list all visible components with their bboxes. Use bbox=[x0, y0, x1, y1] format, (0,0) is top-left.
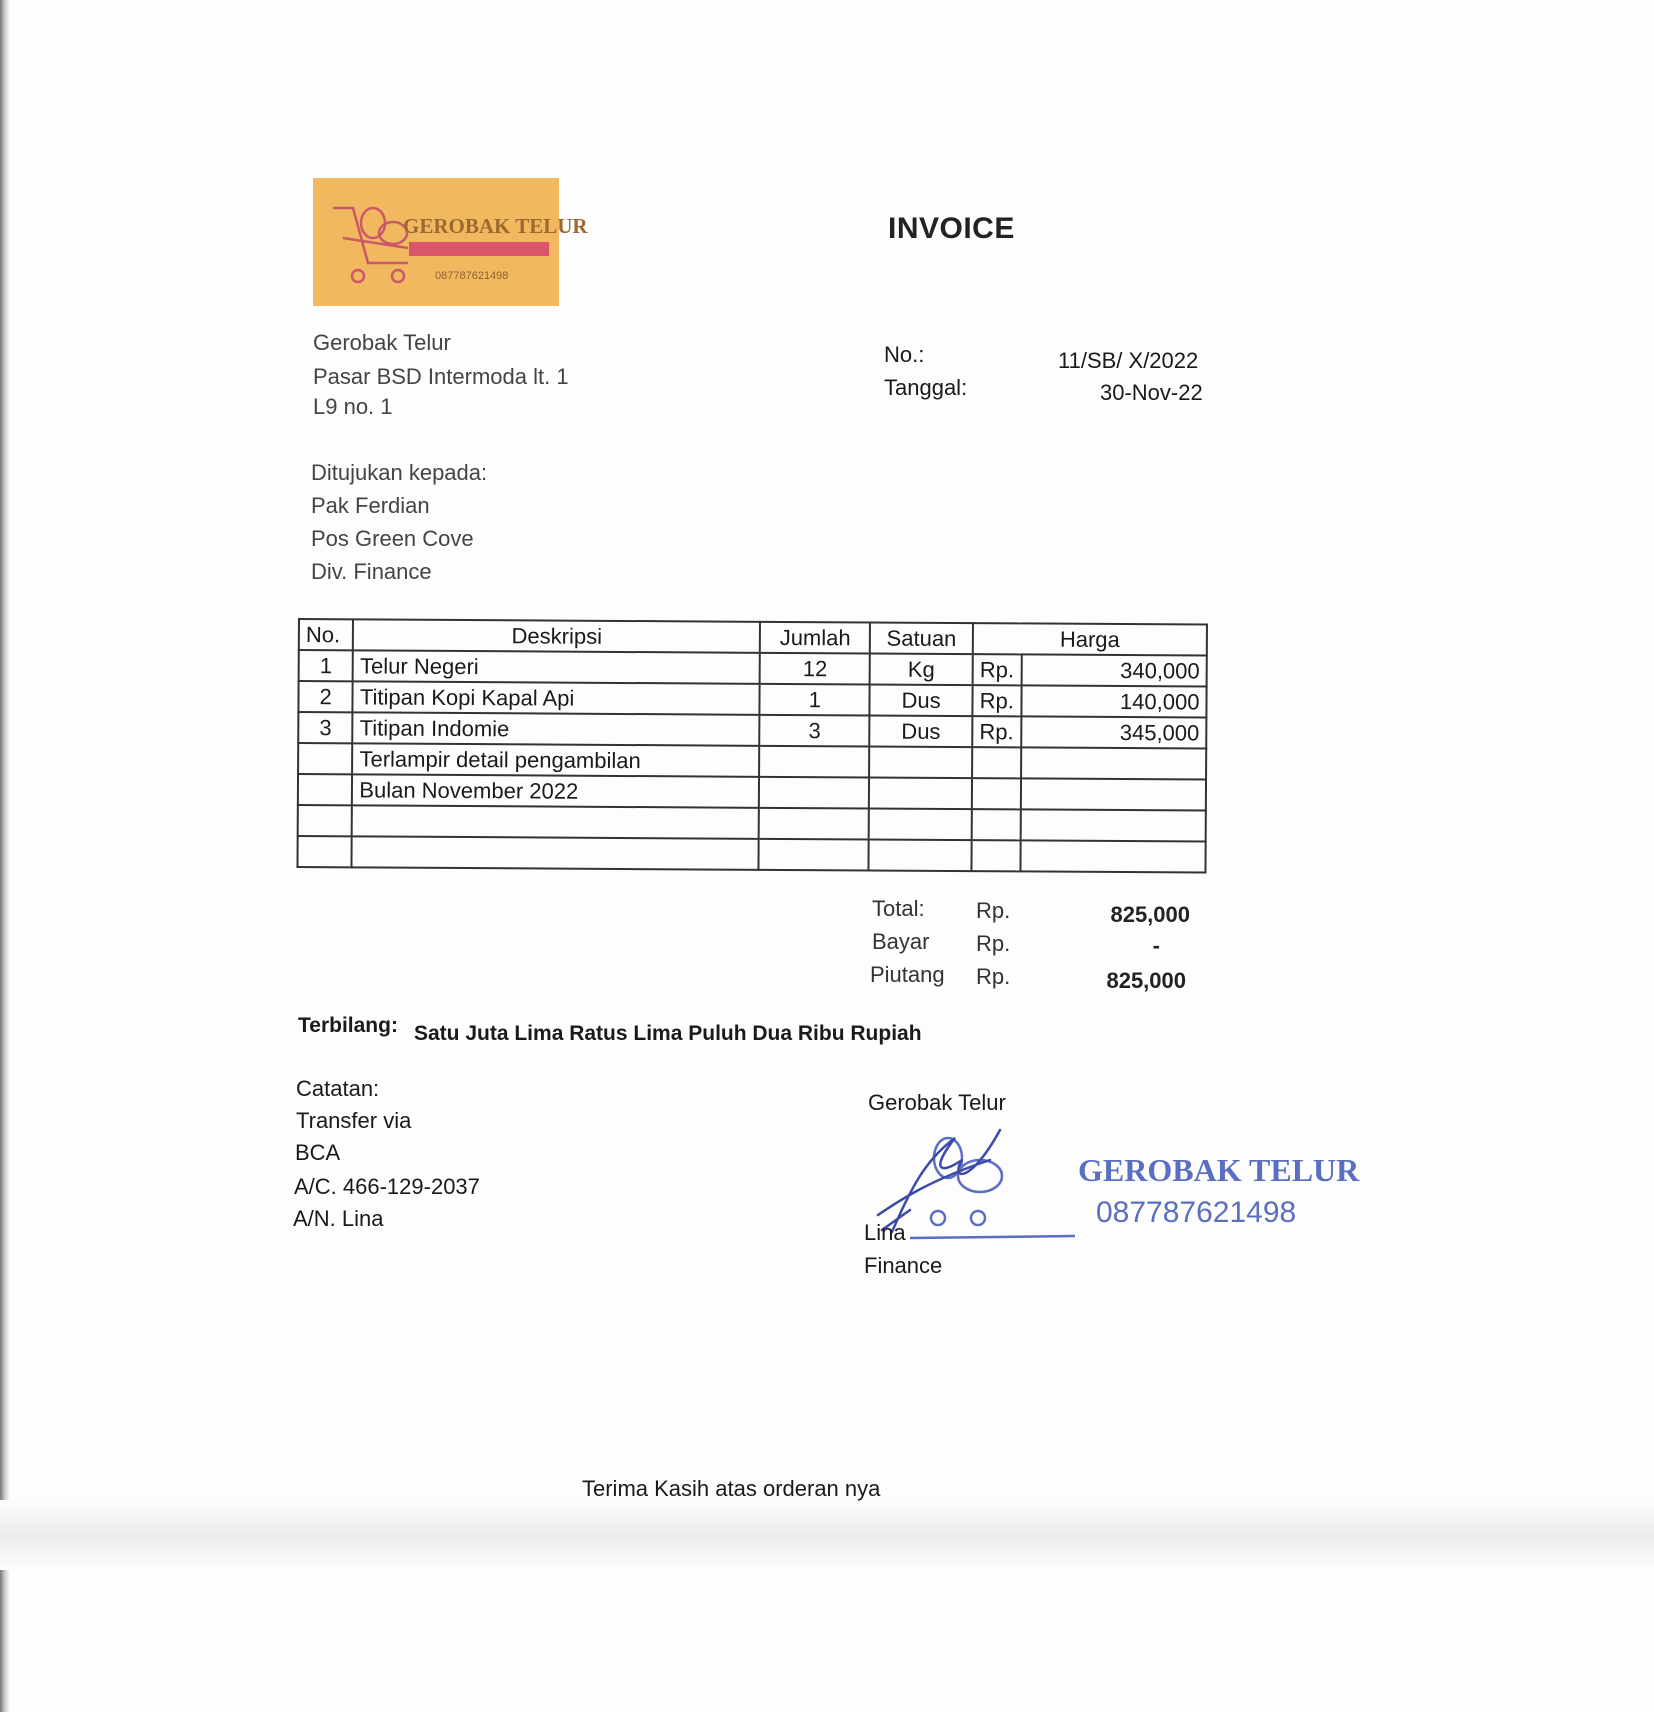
row-qty bbox=[759, 808, 869, 840]
row-price bbox=[1020, 778, 1206, 810]
row-desc: Titipan Kopi Kapal Api bbox=[353, 681, 760, 714]
row-price bbox=[1021, 747, 1207, 779]
row-currency bbox=[972, 809, 1021, 840]
invoice-date-label: Tanggal: bbox=[884, 375, 968, 400]
signature-company: Gerobak Telur bbox=[868, 1090, 1006, 1115]
header-price: Harga bbox=[973, 623, 1207, 655]
paper-fold-shadow bbox=[0, 1500, 1654, 1570]
row-currency: Rp. bbox=[972, 716, 1021, 747]
total-label: Total: bbox=[872, 896, 925, 921]
invoice-title: INVOICE bbox=[888, 212, 1015, 245]
row-no: 2 bbox=[298, 681, 353, 712]
logo-ribbon bbox=[409, 242, 549, 256]
row-unit: Dus bbox=[869, 715, 972, 747]
row-desc: Bulan November 2022 bbox=[352, 774, 759, 807]
invoice-no-label: No.: bbox=[884, 342, 925, 367]
row-no bbox=[298, 743, 353, 774]
invoice-date-value: 30-Nov-22 bbox=[1100, 380, 1203, 405]
notes-holder: A/N. Lina bbox=[293, 1206, 384, 1231]
total-value: 825,000 bbox=[1110, 902, 1190, 927]
row-no: 1 bbox=[299, 650, 354, 681]
row-no bbox=[298, 774, 353, 805]
stamp-phone: 087787621498 bbox=[1096, 1196, 1297, 1229]
row-currency: Rp. bbox=[972, 685, 1021, 716]
logo-phone: 087787621498 bbox=[435, 270, 509, 282]
items-table bbox=[296, 618, 1208, 874]
row-unit bbox=[869, 839, 972, 871]
recipient-label: Ditujukan kepada: bbox=[311, 460, 488, 485]
notes-label: Catatan: bbox=[296, 1076, 380, 1101]
header-desc: Deskripsi bbox=[353, 619, 760, 652]
recipient-company: Pos Green Cove bbox=[311, 526, 474, 551]
row-currency bbox=[972, 778, 1021, 809]
seller-name: Gerobak Telur bbox=[313, 330, 451, 355]
invoice-no-value: 11/SB/ X/2022 bbox=[1058, 348, 1199, 373]
recipient-division: Div. Finance bbox=[311, 559, 432, 584]
row-qty bbox=[759, 746, 869, 778]
logo-name: GEROBAK TELUR bbox=[403, 214, 588, 238]
row-unit bbox=[869, 808, 972, 840]
recipient-name: Pak Ferdian bbox=[311, 493, 430, 518]
row-currency: Rp. bbox=[973, 654, 1022, 685]
row-qty: 3 bbox=[760, 715, 870, 747]
seller-address-2: L9 no. 1 bbox=[313, 394, 393, 419]
row-unit bbox=[869, 746, 972, 778]
table-row bbox=[297, 836, 1205, 873]
company-logo bbox=[313, 178, 588, 306]
due-value: 825,000 bbox=[1106, 968, 1186, 993]
row-unit: Kg bbox=[870, 653, 973, 685]
header-unit: Satuan bbox=[870, 622, 973, 654]
due-label: Piutang bbox=[870, 962, 945, 987]
row-price bbox=[1020, 809, 1206, 841]
row-qty bbox=[759, 777, 869, 809]
row-unit: Dus bbox=[870, 684, 973, 716]
paid-label: Bayar bbox=[872, 929, 930, 954]
notes-line-2: BCA bbox=[295, 1140, 341, 1165]
paid-value: - bbox=[1152, 933, 1160, 958]
total-currency: Rp. bbox=[976, 898, 1011, 923]
notes-account: A/C. 466-129-2037 bbox=[294, 1174, 480, 1199]
row-no bbox=[297, 836, 352, 867]
row-desc: Titipan Indomie bbox=[353, 712, 760, 745]
paid-currency: Rp. bbox=[976, 931, 1011, 956]
row-currency bbox=[972, 747, 1021, 778]
row-desc bbox=[352, 836, 759, 869]
row-desc: Terlampir detail pengambilan bbox=[352, 743, 759, 776]
scan-edge-shadow bbox=[0, 0, 10, 1712]
row-desc: Telur Negeri bbox=[353, 650, 760, 683]
row-price: 345,000 bbox=[1021, 716, 1207, 748]
signer-name: Lina bbox=[864, 1220, 906, 1245]
header-no: No. bbox=[299, 619, 354, 650]
thanks-text: Terima Kasih atas orderan nya bbox=[582, 1476, 881, 1501]
row-desc bbox=[352, 805, 759, 838]
row-price bbox=[1020, 840, 1206, 872]
row-qty: 1 bbox=[760, 684, 870, 716]
row-price: 340,000 bbox=[1021, 654, 1207, 686]
row-unit bbox=[869, 777, 972, 809]
row-qty: 12 bbox=[760, 653, 870, 685]
row-no: 3 bbox=[298, 712, 353, 743]
terbilang-value: Satu Juta Lima Ratus Lima Puluh Dua Ribu Rupiah bbox=[414, 1022, 922, 1045]
notes-line-1: Transfer via bbox=[296, 1108, 412, 1133]
row-price: 140,000 bbox=[1021, 685, 1207, 717]
signer-role: Finance bbox=[864, 1253, 943, 1278]
due-currency: Rp. bbox=[976, 964, 1011, 989]
terbilang-label: Terbilang: bbox=[298, 1014, 398, 1037]
row-currency bbox=[971, 840, 1020, 871]
stamp-name: GEROBAK TELUR bbox=[1078, 1152, 1360, 1188]
row-qty bbox=[759, 839, 869, 871]
row-no bbox=[298, 805, 353, 836]
header-qty: Jumlah bbox=[760, 622, 870, 654]
seller-address-1: Pasar BSD Intermoda lt. 1 bbox=[313, 364, 569, 389]
